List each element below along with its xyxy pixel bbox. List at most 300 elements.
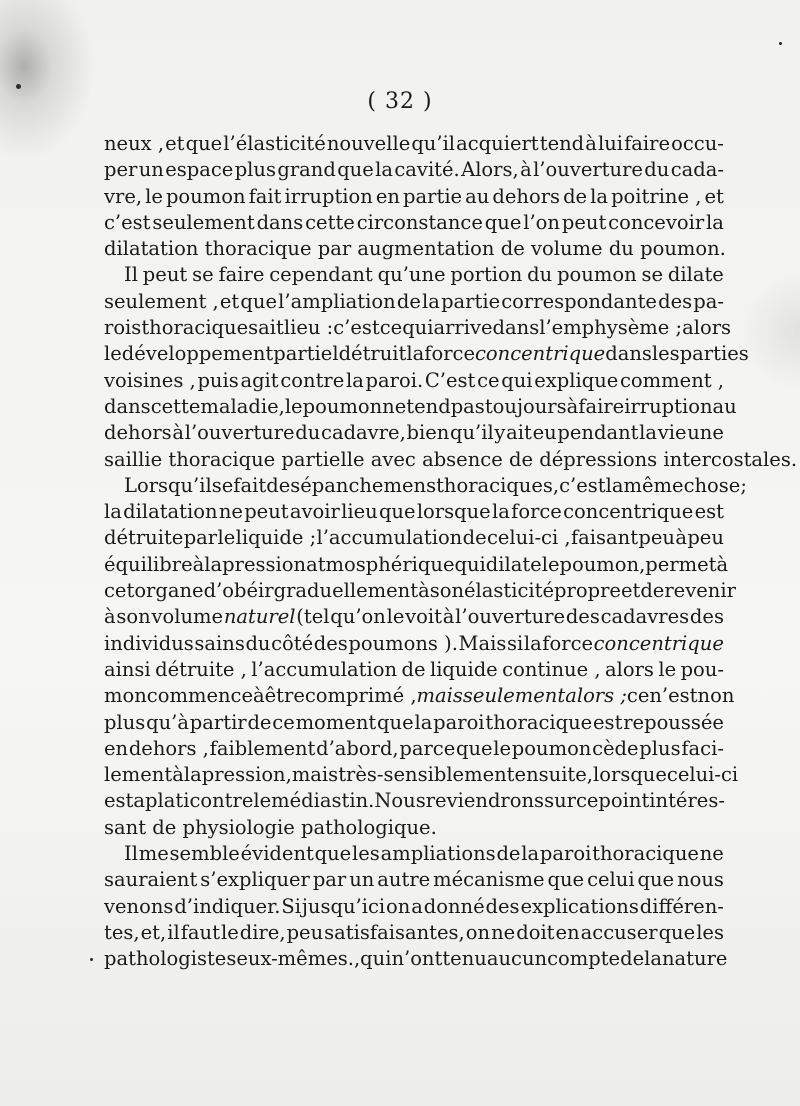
word: cet — [104, 579, 135, 603]
word: l’on — [523, 210, 560, 234]
text-line — [104, 657, 724, 683]
word: pou- — [680, 657, 724, 681]
word: dehors , — [128, 736, 209, 760]
word: sains — [194, 631, 245, 655]
text-line — [104, 420, 724, 446]
ink-speck — [779, 42, 782, 45]
word: dans — [256, 210, 304, 234]
word: faci- — [681, 736, 724, 760]
word: peut — [142, 263, 188, 287]
word: est — [104, 789, 134, 813]
text-line — [104, 184, 724, 210]
word: ce — [379, 316, 403, 340]
word: propre — [554, 579, 621, 603]
word: du — [608, 237, 634, 261]
word: le — [284, 394, 303, 418]
word: l’accumulation — [316, 526, 463, 550]
word: dire, — [239, 920, 286, 944]
word: sauraient — [104, 868, 198, 892]
word: dépressions — [539, 447, 658, 471]
word: poumon — [302, 394, 383, 418]
word: à — [566, 394, 579, 418]
word: qui — [501, 368, 533, 392]
word: sur — [544, 789, 576, 813]
word: du — [295, 421, 321, 445]
word: non — [697, 684, 735, 708]
word: poumons ). — [348, 631, 458, 655]
word: à — [442, 605, 455, 629]
text-line — [104, 631, 724, 657]
word: tend — [406, 394, 451, 418]
word: le — [493, 736, 512, 760]
word: son — [429, 579, 465, 603]
word: une — [687, 421, 724, 445]
word: pression — [222, 552, 307, 576]
word: s’expliquer — [200, 868, 310, 892]
word: semble — [169, 842, 240, 866]
word: que — [240, 289, 278, 313]
word: donné — [423, 894, 485, 918]
text-line — [104, 315, 732, 341]
word: par — [317, 237, 352, 261]
word: on — [386, 894, 411, 918]
text-line — [104, 815, 724, 841]
text-line — [104, 394, 737, 420]
word: l’accumulation — [251, 657, 398, 681]
word: qu’à — [146, 710, 189, 734]
word: absence — [422, 447, 503, 471]
word: la — [639, 421, 658, 445]
word: mécanisme — [433, 868, 545, 892]
word: équilibre — [104, 552, 193, 576]
word: dilatation — [123, 500, 218, 524]
word: ait — [258, 316, 284, 340]
word: que — [455, 736, 493, 760]
word: que — [484, 210, 522, 234]
text-line — [104, 210, 724, 236]
word: per — [104, 158, 138, 182]
word: force — [424, 342, 475, 366]
word: thoraciques, — [436, 473, 560, 497]
word: cède — [592, 736, 639, 760]
word: force — [542, 631, 594, 655]
text-line — [104, 236, 724, 262]
word: à — [520, 158, 532, 182]
word: dans — [605, 342, 652, 366]
word: la — [406, 342, 425, 366]
word: ait — [506, 421, 532, 445]
italic-word: mais — [416, 684, 463, 708]
text-line — [104, 762, 739, 788]
word: des — [565, 605, 600, 629]
word: peut — [244, 500, 289, 524]
word: le — [658, 657, 677, 681]
word: la — [523, 631, 542, 655]
word: correspondante — [501, 289, 657, 313]
word: poitrine , — [611, 184, 702, 208]
word: se — [641, 263, 664, 287]
text-line — [104, 710, 724, 736]
word: dans — [104, 394, 151, 418]
word: de — [401, 657, 426, 681]
word: a — [411, 894, 423, 918]
word: pas — [450, 394, 485, 418]
word: cette — [150, 394, 201, 418]
text-line — [104, 289, 724, 315]
word: parties — [679, 342, 749, 366]
word: contre — [189, 789, 254, 813]
word: thoracique — [592, 842, 699, 866]
text-line — [104, 552, 729, 578]
word: puis — [197, 368, 239, 392]
word: du — [527, 263, 553, 287]
word: portion — [450, 263, 523, 287]
word: explique — [534, 368, 619, 392]
word: ensuite, — [514, 763, 594, 787]
text-line — [104, 867, 724, 893]
word: de — [508, 447, 534, 471]
word: la — [375, 158, 394, 182]
word: le — [253, 789, 272, 813]
word: que — [377, 710, 414, 734]
word: de — [500, 237, 525, 261]
text-line — [104, 473, 747, 499]
word: liquide ; — [235, 526, 317, 550]
word: à — [104, 605, 116, 629]
text-line — [104, 604, 724, 630]
word: lorsque — [593, 763, 667, 787]
word: au — [465, 184, 490, 208]
word: à — [253, 684, 265, 708]
word: plus — [639, 736, 681, 760]
word: tend — [539, 132, 585, 155]
word: et, — [140, 920, 167, 944]
word: que — [185, 132, 223, 155]
word: dehors — [492, 184, 561, 208]
word: lieu : — [283, 316, 334, 340]
word: celui — [587, 868, 635, 892]
word: du — [644, 158, 670, 182]
word: cada- — [670, 158, 724, 182]
word: intercostales. — [663, 447, 798, 471]
word: des — [658, 289, 693, 313]
word: C’est — [424, 368, 476, 392]
word: paroi. — [365, 368, 424, 392]
text-line — [104, 788, 724, 814]
word: cadavre, — [321, 421, 406, 445]
word: se — [192, 263, 214, 287]
word: mais — [291, 763, 339, 787]
word: détruite , — [155, 657, 247, 681]
word: commence — [146, 684, 253, 708]
word: augmentation — [357, 237, 495, 261]
word: doit — [516, 920, 555, 944]
word: eux-mêmes., — [236, 947, 361, 971]
word: du — [245, 631, 271, 655]
word: en — [555, 920, 580, 944]
word: n’ont — [391, 947, 443, 971]
word: qui — [402, 316, 434, 340]
word: fait — [233, 473, 267, 497]
word: point — [598, 789, 650, 813]
text-line — [104, 920, 724, 946]
word: espace — [165, 158, 234, 182]
word: épanchemens — [300, 473, 437, 497]
word: par — [312, 868, 347, 892]
word: c’est — [559, 473, 606, 497]
word: peut — [561, 210, 607, 234]
word: qu’il — [450, 421, 494, 445]
italic-word: naturel — [223, 605, 296, 629]
word: que — [378, 500, 416, 524]
word: et — [620, 579, 641, 603]
word: alors — [604, 657, 654, 681]
word: satisfaisantes, — [324, 920, 465, 944]
word: neux , — [104, 132, 165, 155]
word: ce — [477, 368, 500, 392]
word: poumon — [511, 736, 592, 760]
word: de — [152, 815, 177, 839]
word: ne — [382, 394, 407, 418]
word: poumon. — [640, 237, 726, 261]
word: lement — [104, 763, 173, 787]
word: faisant — [570, 526, 639, 550]
italic-word: alors ; — [565, 684, 627, 708]
word: l’ampliation — [278, 289, 396, 313]
word: ce — [272, 710, 295, 734]
word: saillie — [104, 447, 163, 471]
word: poumon — [165, 184, 246, 208]
word: nouvelle — [326, 132, 411, 155]
word: Mais — [458, 631, 507, 655]
word: volume — [151, 605, 224, 629]
word: à — [172, 421, 184, 445]
word: paroi — [433, 710, 485, 734]
word: par — [183, 526, 218, 550]
text-line — [104, 894, 724, 920]
word: intéres- — [649, 789, 725, 813]
word: comment , — [620, 368, 724, 392]
word: faut — [180, 920, 220, 944]
word: évident — [240, 842, 314, 866]
word: poumon, — [559, 552, 646, 576]
word: au — [712, 394, 737, 418]
word: à — [716, 552, 729, 576]
word: d’obéir — [203, 579, 274, 603]
word: tenu — [442, 947, 487, 971]
word: (tel — [296, 605, 330, 629]
word: eu — [532, 421, 557, 445]
word: la — [414, 710, 433, 734]
word: c’est — [333, 316, 380, 340]
word: la — [644, 947, 662, 971]
word: en — [375, 184, 400, 208]
word: organe — [134, 579, 204, 603]
word: rois — [104, 316, 142, 340]
word: développement — [121, 342, 274, 366]
word: comprimé , — [304, 684, 417, 708]
word: peu — [638, 526, 675, 550]
word: seulement — [152, 210, 255, 234]
word: et — [165, 132, 185, 155]
word: est — [694, 500, 724, 524]
word: qu’il — [411, 132, 456, 155]
word: physiologie — [182, 815, 295, 839]
word: faire — [218, 263, 265, 287]
word: peu — [286, 920, 324, 944]
word: que — [337, 158, 374, 182]
italic-word: seulement — [462, 684, 566, 708]
word: de — [620, 947, 645, 971]
text-line — [104, 736, 724, 762]
word: partielle — [281, 447, 365, 471]
word: avoir — [289, 500, 340, 524]
word: le — [541, 552, 560, 576]
word: de — [563, 184, 588, 208]
word: liquide — [429, 657, 498, 681]
word: explications — [520, 894, 639, 918]
word: la — [706, 210, 724, 234]
word: celui-ci , — [486, 526, 571, 550]
word: avec — [370, 447, 416, 471]
word: même — [623, 473, 684, 497]
word: faire — [578, 394, 625, 418]
text-line — [104, 447, 798, 473]
text-line — [104, 525, 724, 551]
text-line — [104, 683, 735, 709]
word: toujours — [484, 394, 567, 418]
word: le — [145, 184, 163, 208]
word: maladie, — [200, 394, 285, 418]
word: les — [651, 342, 680, 366]
text-line — [104, 499, 724, 525]
word: la — [521, 842, 540, 866]
word: la — [590, 184, 609, 208]
word: grand — [277, 158, 336, 182]
word: ne — [699, 842, 724, 866]
word: cadavres — [600, 605, 690, 629]
word: chose; — [683, 473, 747, 497]
word: c’est — [104, 210, 151, 234]
word: de — [396, 289, 421, 313]
text-line — [104, 946, 728, 972]
word: qu’on — [330, 605, 386, 629]
word: sant — [104, 815, 147, 839]
word: différen- — [639, 894, 724, 918]
word: il — [167, 920, 180, 944]
word: dans — [492, 316, 540, 340]
word: aucun — [486, 947, 548, 971]
text-line — [104, 368, 724, 394]
word: irruption — [624, 394, 713, 418]
word: la — [183, 763, 202, 787]
word: plus — [234, 158, 276, 182]
word: pa- — [693, 289, 724, 313]
word: faire — [624, 132, 671, 155]
word: le — [104, 342, 122, 366]
word: autre — [377, 868, 431, 892]
word: que — [658, 920, 696, 944]
word: pathologistes — [104, 947, 237, 971]
word: nature — [662, 947, 728, 971]
word: nous — [677, 868, 724, 892]
word: alors — [682, 316, 732, 340]
word: ainsi — [104, 657, 151, 681]
word: en — [104, 736, 129, 760]
word: thoracique — [168, 447, 276, 471]
word: la — [422, 289, 440, 313]
word: et — [219, 289, 240, 313]
word: dilate — [485, 552, 542, 576]
word: paroi — [539, 842, 592, 866]
word: plus — [104, 710, 146, 734]
word: l’ouverture — [184, 421, 295, 445]
word: circonstance — [356, 210, 483, 234]
word: les — [696, 920, 724, 944]
word: médiastin. — [271, 789, 375, 813]
word: à — [585, 132, 597, 155]
word: élasticité — [464, 579, 555, 603]
word: Si — [281, 894, 301, 918]
word: pression, — [201, 763, 292, 787]
word: côté — [271, 631, 314, 655]
word: détruit — [338, 342, 407, 366]
word: Alors, — [461, 158, 519, 182]
word: Lorsqu’il — [124, 473, 212, 497]
word: compte — [547, 947, 621, 971]
word: acquiert — [456, 132, 539, 155]
word: atmosphérique — [306, 552, 455, 576]
word: mon — [104, 684, 147, 708]
text-line — [104, 157, 724, 183]
word: venons — [104, 894, 174, 918]
word: thoracique — [204, 237, 312, 261]
word: partie — [403, 184, 463, 208]
word: graduellement — [273, 579, 419, 603]
word: être — [264, 684, 305, 708]
word: repoussée — [623, 710, 724, 734]
word: Nous — [374, 789, 426, 813]
word: lorsque — [416, 500, 491, 524]
word: bien — [406, 421, 450, 445]
word: cependant — [269, 263, 373, 287]
italic-word: concentrique — [593, 631, 724, 655]
word: permet — [645, 552, 717, 576]
word: jusqu’ici — [301, 894, 386, 918]
word: me — [138, 842, 169, 866]
word: le — [220, 920, 239, 944]
word: à — [172, 763, 184, 787]
word: les — [352, 842, 380, 866]
word: dilate — [667, 263, 724, 287]
word: fait — [248, 184, 282, 208]
word: dehors — [104, 421, 172, 445]
word: ce — [626, 684, 650, 708]
word: qu’une — [377, 263, 446, 287]
word: vie — [657, 421, 687, 445]
word: détruite — [104, 526, 184, 550]
text-line — [104, 131, 724, 157]
word: d’indiquer. — [174, 894, 281, 918]
word: contre — [280, 368, 345, 392]
word: d’abord, — [316, 736, 399, 760]
word: de — [496, 842, 521, 866]
word: continue , — [502, 657, 601, 681]
text-line — [104, 841, 724, 867]
word: thoracique — [485, 710, 593, 734]
word: moment — [295, 710, 377, 734]
word: arrive — [433, 316, 493, 340]
